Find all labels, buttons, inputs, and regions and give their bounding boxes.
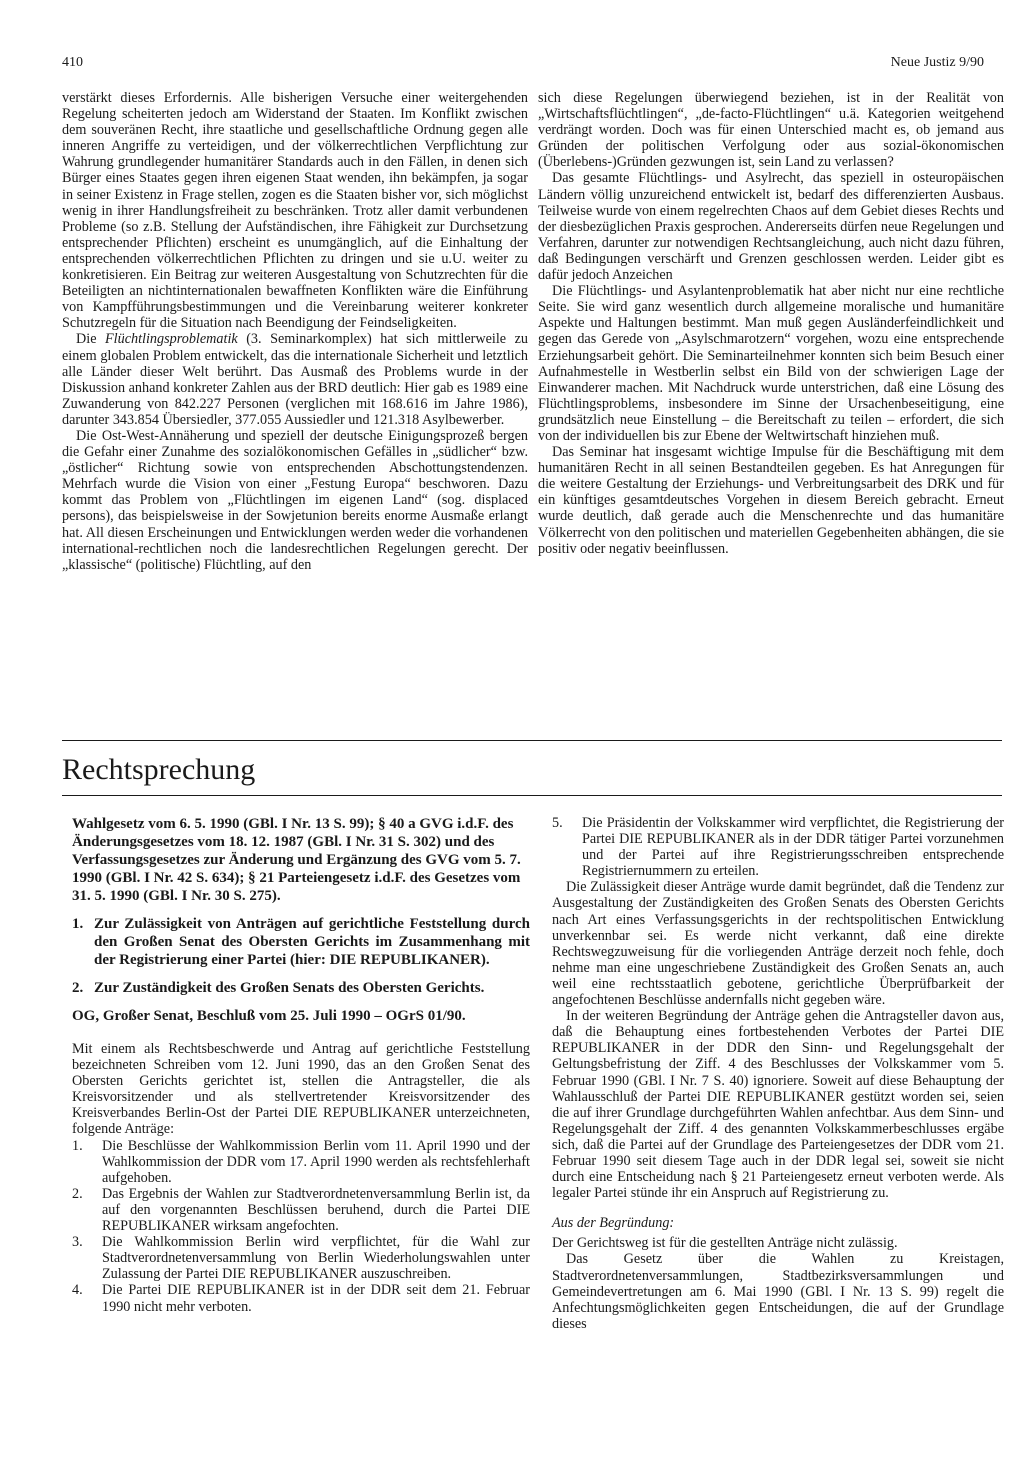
list-number: 2. [72, 1185, 83, 1202]
headnote-text: Zur Zulässigkeit von Anträgen auf gerichtliche Feststellung durch den Großen Senat des Obersten Gerichts im Zusammenhang mit der Registrierung einer Partei (hier: DIE REPUBLIKANER). [94, 916, 530, 968]
seminar-note: (3. Seminarkomplex) [237, 331, 381, 348]
list-number: 3. [72, 1234, 83, 1251]
list-item [72, 1186, 530, 1234]
journal-issue: Neue Justiz 9/90 [890, 55, 984, 70]
list-text: Das Ergebnis der Wahlen zur Stadtverordnetenversammlung Berlin ist, da auf den vorgenannten Beschlüssen beruhend, durch die Partei DIE REPUBLIKANER wirksam angefochten. [102, 1185, 530, 1235]
article-paragraph: verstärkt dieses Erfordernis. Alle bisherigen Versuche einer weitergehenden Regelung scheiterten jedoch am Widerstand der Staaten. Im Konflikt zwischen dem souveränen Recht, ihre staatliche und gesellschaftliche Ordnung gegen alle inneren Angriffe zu verteidigen, und der völkerrechtlichen Verpflichtung zur Wahrung grundlegender humanitärer Standards auch in den Fällen, in denen sich Bürger eines Staates gegen ihren eigenen Staat wenden, ihn bekämpfen, ja sogar in seiner Existenz in Frage stellen, zogen es die Staaten bisher vor, sich möglichst wenig in ihrer Handlungsfreiheit zu beschränken. Trotz aller damit verbundenen Probleme (so z.B. Stellung der Aufständischen, ihre Fähigkeit zur Durchsetzung entsprechender Pflichten) erscheint es unumgänglich, auf die Einhaltung der entsprechenden völkerrechtlichen Pflichten zu dringen und sie u.U. weiter zu konkretisieren. Ein Beitrag zur weiteren Ausgestaltung von Schutzrechten für die Beteiligten an nichtinternationalen bewaffneten Konflikten wäre die Einführung von Kampfführungsbestimmungen und die Vereinbarung weiterer konkreter Schutzregeln für die Situation nach Beendigung der Feindseligkeiten. [62, 90, 528, 332]
section-title-divider [62, 795, 1002, 796]
headnote-number: 1. [72, 916, 84, 932]
list-number: 1. [72, 1137, 83, 1154]
section-divider [62, 740, 1002, 741]
article-paragraph: Die Flüchtlings- und Asylantenproblematik hat aber nicht nur eine rechtliche Seite. Sie wird ganz wesentlich durch allgemeine moralische und humanitäre Aspekte und Haltungen bestimmt. Man muß gegen Ausländerfeindlichkeit und gegen das Gerede von „Asylschmarotzern“ vorgehen, wozu eine entsprechende Erziehungsarbeit gehört. Die Seminarteilnehmer konnten sich beim Besuch einer Aufnahmestelle in Westberlin selbst ein Bild von der schwierigen Lage der Einwanderer machen. Mit Nachdruck wurde unterstrichen, daß eine Lösung des Flüchtlingsproblems, insbesondere im Sinne der Ursachenbeseitigung, eine grundsätzlich neue Einstellung – die Bereitschaft zu teilen – erfordert, die sich von der individuellen bis zur Ebene der Weltwirtschaft hinziehen muß. [538, 283, 1004, 444]
emphasized-term: Flüchtlingsproblematik [105, 331, 238, 348]
article-paragraph: Die Ost-West-Annäherung und speziell der deutsche Einigungsprozeß bergen die Gefahr einer Zunahme des sozialökonomischen Gefälles in „südlicher“ bzw. „östlicher“ Richtung sowie von entsprechenden Abschottungstendenzen. Mehrfach wurde die Vision von einer „Festung Europa“ beschworen. Dazu kommt das Problem von „Flüchtlingen im eigenen Land“ (sog. displaced persons), das beispielsweise in der Sowjetunion bereits enorme Ausmaße erlangt hat. All diesen Erscheinungen und Entwicklungen werden weder die vorhandenen international-rechtlichen noch die landesrechtlichen Regelungen gerecht. Der „klassische“ (politische) Flüchtling, auf den [62, 427, 528, 573]
list-item [552, 815, 1004, 879]
statute-citations: Wahlgesetz vom 6. 5. 1990 (GBl. I Nr. 13 S. 99); § 40 a GVG i.d.F. des Änderungsgesetzes vom 18. 12. 1987 (GBl. I Nr. 31 S. 302) und des Verfassungsgesetzes zur Änderung und Ergänzung des GVG vom 5. 7. 1990 (GBl. I Nr. 42 S. 634); § 21 Parteiengesetz i.d.F. des Gesetzes vom 31. 5. 1990 (GBl. I Nr. 30 S. 275). [72, 816, 521, 904]
article-paragraph: sich diese Regelungen überwiegend beziehen, ist in der Realität von „Wirtschaftsflüchtlingen“, „de-facto-Flüchtlingen“ u.ä. Kategorien weitgehend verdrängt worden. Doch was für einen Unterschied macht es, ob jemand aus Gründen der politischen Verfolgung oder aus sozial-ökonomischen (Überlebens-)Gründen gezwungen ist, sein Land zu verlassen? [538, 90, 1004, 171]
list-text: Die Wahlkommission Berlin wird verpflichtet, für die Wahl zur Stadtverordnetenversammlung von Berlin Wiederholungswahlen unter Zulassung der Partei DIE REPUBLIKANER auszuschreiben. [102, 1234, 530, 1283]
headnote-number: 2. [72, 980, 84, 996]
page-number: 410 [62, 55, 83, 70]
reasoning-heading: Aus der Begründung: [552, 1215, 675, 1232]
article-paragraph: Das gesamte Flüchtlings- und Asylrecht, das speziell in osteuropäischen Ländern völlig unzureichend entwickelt ist, bedarf des differenzierten Ausbaus. Teilweise wurde von einem regelrechten Chaos auf dem Gebiet dieses Rechts und der diesbezüglichen Praxis gesprochen. Andererseits dürfen neue Regelungen und Verfahren, darunter zur notwendigen Rechtsangleichung, auch nicht dazu führen, daß Bedingungen verschärft und Grenzen geschlossen werden. Leider gibt es dafür jedoch Anzeichen [538, 170, 1004, 284]
headnote [72, 915, 530, 969]
section-title: Rechtsprechung [62, 753, 256, 786]
list-text: Die Präsidentin der Volkskammer wird verpflichtet, die Registrierung der Partei DIE REPUBLIKANER als in der DDR tätiger Partei vorzunehmen und der Partei auf ihre Registrierungsschreiben entsprechende Registriernummern zu erteilen. [582, 815, 1004, 880]
article-paragraph-fluechtlinge [62, 331, 528, 428]
decision-reference: OG, Großer Senat, Beschluß vom 25. Juli 1990 – OGrS 01/90. [72, 1008, 466, 1024]
list-number: 5. [552, 815, 563, 831]
paragraph-body: hat sich mittlerweile zu einem globalen Problem entwickelt, das die internationale Sicherheit und letztlich alle Länder dieser Welt berührt. Das Ausmaß des Problems wurde in der Diskussion anhand konkreter Zahlen aus der BRD deutlich: Hier gab es 1989 eine Zuwanderung von 842.227 Personen (verglichen mit 168.616 im Jahre 1986), darunter 343.854 Übersiedler, 377.055 Aussiedler und 121.318 Asylbewerber. [62, 331, 528, 428]
list-item [72, 1138, 530, 1186]
ruling-right-column [552, 815, 1004, 1332]
list-text: Die Beschlüsse der Wahlkommission Berlin vom 11. April 1990 und der Wahlkommission der DDR vom 17. April 1990 werden als rechtsfehlerhaft aufgehoben. [102, 1137, 530, 1186]
paragraph-prefix: Die [76, 331, 106, 348]
list-number: 4. [72, 1282, 83, 1299]
ruling-left-column [72, 815, 530, 1315]
ruling-paragraph: In der weiteren Begründung der Anträge gehen die Antragsteller davon aus, daß die Behauptung eines fortbestehenden Verbotes der Partei DIE REPUBLIKANER in der DDR den Sinn- und Regelungsgehalt der Geltungsbefristung der Ziff. 4 des Beschlusses der Volkskammer vom 5. Februar 1990 (GBl. I Nr. 7 S. 40) ignoriere. Soweit auf diese Behauptung der Wahlausschluß der Partei DIE REPUBLIKANER gestützt worden sei, seien die auf ihrer Grundlage durchgeführten Wahlen anfechtbar. Aus dem Sinn- und Regelungsgehalt der Ziff. 4 des genannten Volkskammerbeschlusses ergäbe sich, daß die Partei auf der Grundlage des Parteiengesetzes der DDR vom 21. Februar 1990 seit diesem Tage auch in der DDR legal sei, soweit sie nicht durch eine Entscheidung nach § 21 Parteiengesetz erneut verboten werde. Als legaler Partei stünde ihr ein Anspruch auf Registrierung zu. [552, 1008, 1004, 1202]
ruling-paragraph: Die Zulässigkeit dieser Anträge wurde damit begründet, daß die Tendenz zur Ausgestaltung der Zuständigkeiten des Großen Senats des Obersten Gerichts nach Art eines Verfassungsgerichts in der rechtspolitischen Entwicklung unverkennbar sei. Es werde nicht verkannt, daß eine direkte Rechtswegzuweisung für die vorliegenden Anträge derzeit noch fehle, doch nehme man eine ungeschriebene Zuständigkeit des Großen Senats an, auch weil eine rechtsstaatlich gebotene, gerichtliche Überprüfbarkeit der angefochtenen Beschlüsse andernfalls nicht gegeben wäre. [552, 879, 1004, 1009]
article-left-column [62, 90, 528, 573]
list-text: Die Partei DIE REPUBLIKANER ist in der DDR seit dem 21. Februar 1990 nicht mehr verboten. [102, 1282, 530, 1315]
headnote [72, 979, 530, 997]
reasoning-paragraph: Der Gerichtsweg ist für die gestellten Anträge nicht zulässig. [552, 1235, 898, 1252]
ruling-intro: Mit einem als Rechtsbeschwerde und Antrag auf gerichtliche Feststellung bezeichneten Schreiben vom 12. Juni 1990, das an den Großen Senat des Obersten Gerichts gerichtet ist, stellen die Antragsteller, die als Kreisvorsitzender und als stellvertretender Kreisvorsitzender des Kreisverbandes Berlin-Ost der Partei DIE REPUBLIKANER unterzeichneten, folgende Anträge: [72, 1041, 530, 1138]
list-item [72, 1282, 530, 1314]
headnote-text: Zur Zuständigkeit des Großen Senats des Obersten Gerichts. [94, 980, 485, 996]
reasoning-paragraph: Das Gesetz über die Wahlen zu Kreistagen, Stadtverordnetenversammlungen, Stadtbezirksversammlungen und Gemeindevertretungen am 6. Mai 1990 (GBl. I Nr. 13 S. 99) regelt die Anfechtungsmöglichkeiten gegen Entscheidungen, die auf der Grundlage dieses [552, 1251, 1004, 1332]
list-item [72, 1234, 530, 1282]
article-paragraph: Das Seminar hat insgesamt wichtige Impulse für die Beschäftigung mit dem humanitären Recht in all seinen Bestandteilen gegeben. Es hat Anregungen für die weitere Gestaltung der Erziehungs- und Verbreitungsarbeit des DRK und für ein künftiges gesamtdeutsches Vorgehen in diesem Bereich gebracht. Erneut wurde deutlich, daß gerade auch die Menschenrechte und das humanitäre Völkerrecht von den politischen und materiellen Gegebenheiten abhängen, die sie positiv oder negativ beeinflussen. [538, 444, 1004, 557]
article-right-column [538, 90, 1004, 557]
